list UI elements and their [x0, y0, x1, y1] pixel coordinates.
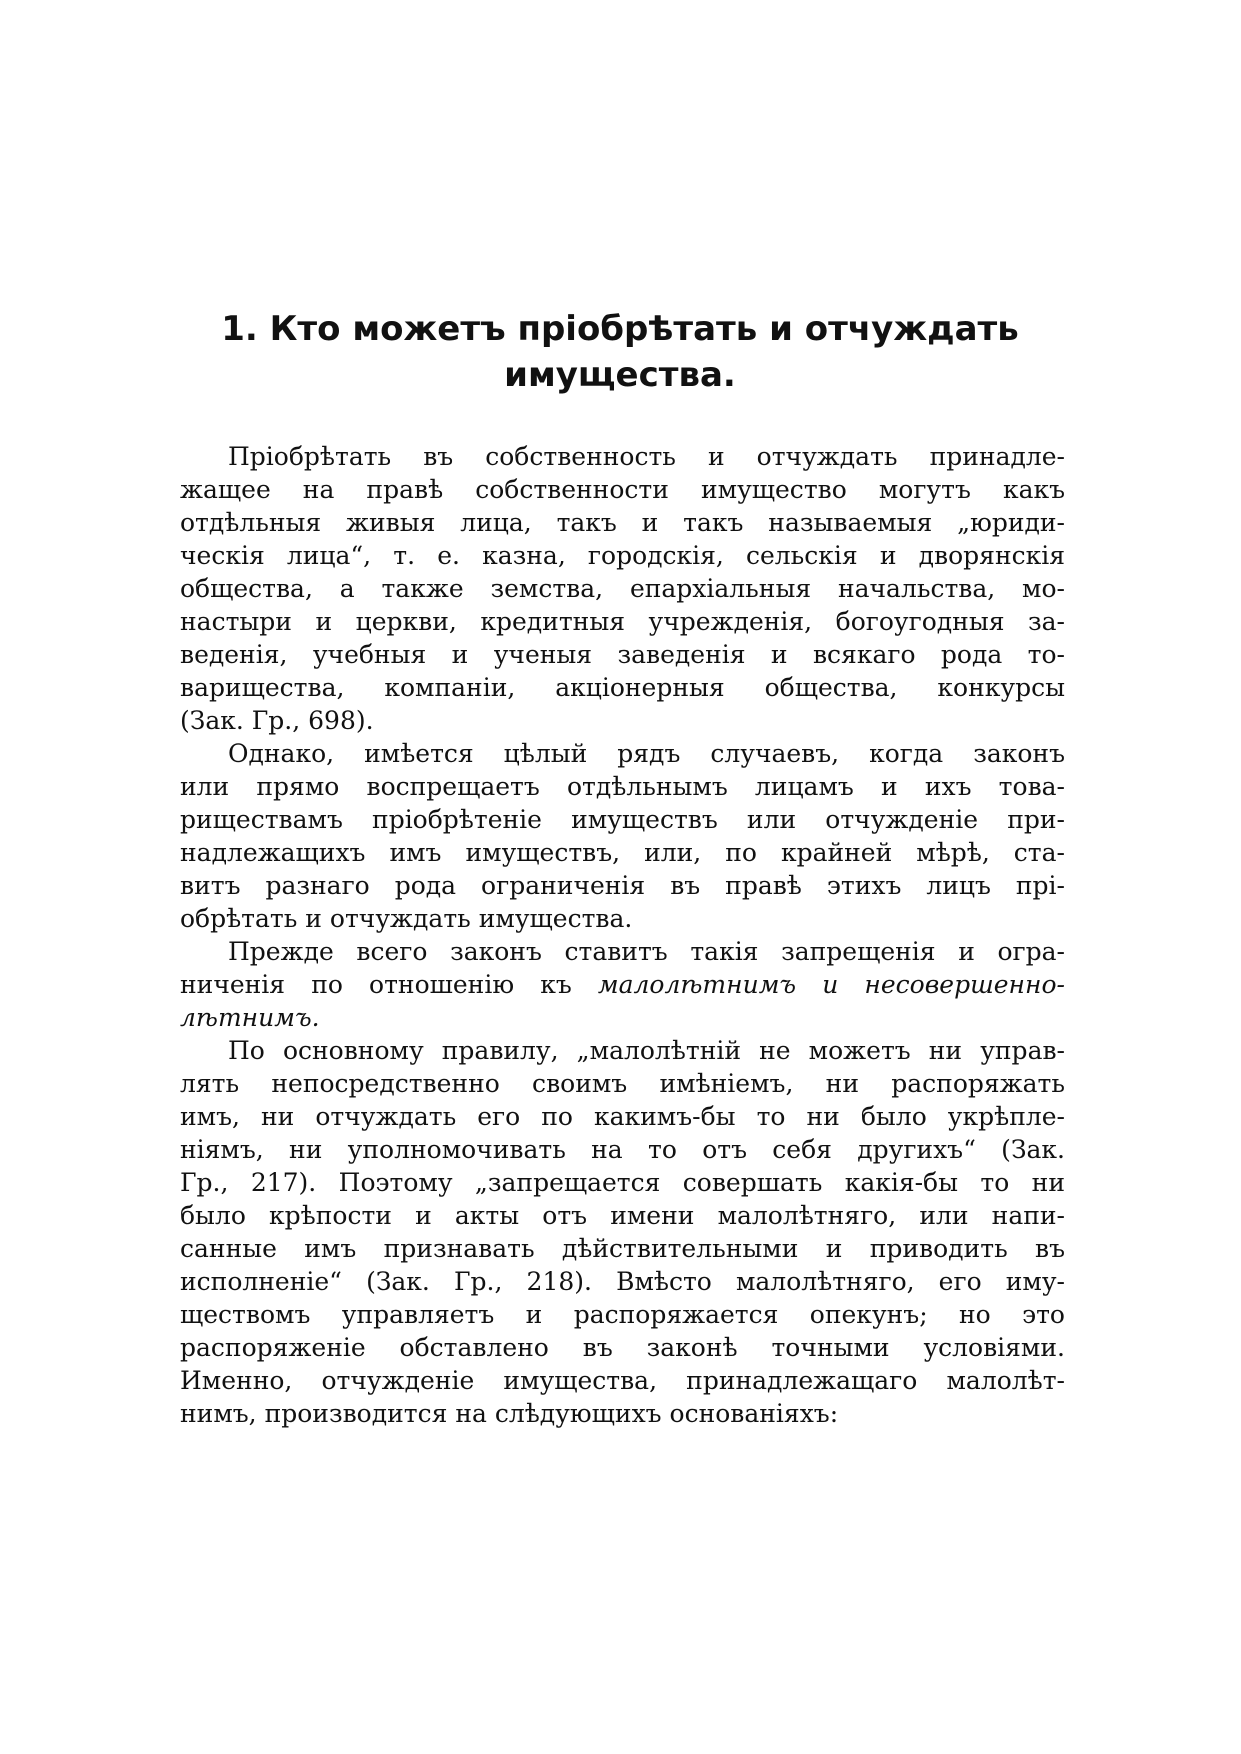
text-line: веденія, учебныя и ученыя заведенія и всякаго рода то-: [180, 640, 1065, 669]
text-line: надлежащихъ имъ имуществъ, или, по крайней мѣрѣ, ста-: [180, 838, 1065, 867]
text-line: По основному правилу, „малолѣтній не можетъ ни управ-: [228, 1036, 1065, 1065]
text-line: Именно, отчужденіе имущества, принадлежащаго малолѣт-: [180, 1366, 1065, 1395]
italic-term: малолѣтнимъ и несовершенно-: [597, 970, 1065, 999]
paragraph-4: [180, 1034, 1065, 1430]
paragraph-1: [180, 440, 1065, 737]
text-line: витъ разнаго рода ограниченія въ правѣ этихъ лицъ прі-: [180, 871, 1065, 900]
text-line: (Зак. Гр., 698).: [180, 706, 374, 735]
heading-line-2: имущества.: [504, 355, 736, 395]
text-line: обрѣтать и отчуждать имущества.: [180, 904, 633, 933]
text-line: Пріобрѣтать въ собственность и отчуждать принадле-: [228, 442, 1065, 471]
text-line: лять непосредственно своимъ имѣніемъ, ни распоряжать: [180, 1069, 1065, 1098]
text-line-mixed: [180, 968, 1065, 1001]
heading-line-1: 1. Кто можетъ пріобрѣтать и отчуждать: [221, 309, 1019, 349]
text-line: жащее на правѣ собственности имущество могутъ какъ: [180, 475, 1065, 504]
text-line: ніямъ, ни уполномочивать на то отъ себя другихъ“ (Зак.: [180, 1135, 1065, 1164]
text-line: нимъ, производится на слѣдующихъ основаніяхъ:: [180, 1399, 839, 1428]
paragraph-3: [180, 935, 1065, 1034]
text-line: настыри и церкви, кредитныя учрежденія, богоугодныя за-: [180, 607, 1065, 636]
text-line: ческія лица“, т. е. казна, городскія, сельскія и дворянскія: [180, 541, 1065, 570]
text-line: или прямо воспрещаетъ отдѣльнымъ лицамъ и ихъ това-: [180, 772, 1065, 801]
text-line: было крѣпости и акты отъ имени малолѣтняго, или напи-: [180, 1201, 1065, 1230]
text-line: отдѣльныя живыя лица, такъ и такъ называемыя „юриди-: [180, 508, 1065, 537]
body-text: [180, 440, 1065, 1430]
text-line: санные имъ признавать дѣйствительными и приводить въ: [180, 1234, 1065, 1263]
text-line: общества, а также земства, епархіальныя начальства, мо-: [180, 574, 1065, 603]
text-line: Прежде всего законъ ставитъ такія запрещенія и огра-: [228, 937, 1065, 966]
text-line: риществамъ пріобрѣтеніе имуществъ или отчужденіе при-: [180, 805, 1065, 834]
text-line: распоряженіе обставлено въ законѣ точными условіями.: [180, 1333, 1065, 1362]
text-line: имъ, ни отчуждать его по какимъ-бы то ни было укрѣпле-: [180, 1102, 1065, 1131]
text-line: варищества, компаніи, акціонерныя общества, конкурсы: [180, 673, 1065, 702]
text-line: Гр., 217). Поэтому „запрещается совершать какія-бы то ни: [180, 1168, 1065, 1197]
text-segment: ниченія по отношенію къ: [180, 970, 598, 999]
section-heading: [160, 306, 1080, 398]
paragraph-2: [180, 737, 1065, 935]
italic-term: лѣтнимъ.: [180, 1003, 320, 1032]
text-line: исполненіе“ (Зак. Гр., 218). Вмѣсто малолѣтняго, его иму-: [180, 1267, 1065, 1296]
text-line: ществомъ управляетъ и распоряжается опекунъ; но это: [180, 1300, 1065, 1329]
text-line: Однако, имѣется цѣлый рядъ случаевъ, когда законъ: [228, 739, 1065, 768]
